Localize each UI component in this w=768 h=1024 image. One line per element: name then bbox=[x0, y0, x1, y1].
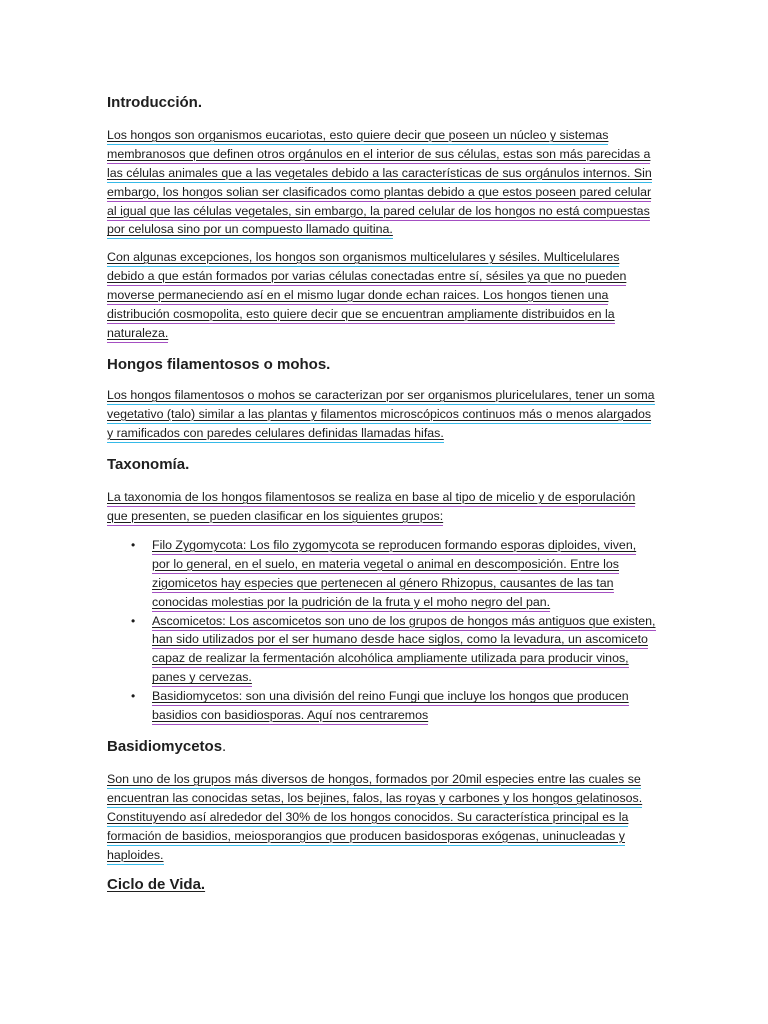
paragraph-basidiomycetos bbox=[107, 771, 667, 865]
text-line: moverse permaneciendo así en el mismo lugar donde echan raices. Los hongos tienen una bbox=[107, 287, 667, 306]
text-line: formación de basidios, meiosporangios que producen basidosporas exógenas, uninucleadas y bbox=[107, 828, 667, 847]
paragraph-filamentosos bbox=[107, 387, 667, 444]
text-line: membranosos que definen otros orgánulos en el interior de sus células, estas son más parecidas a bbox=[107, 146, 667, 165]
bullet-glyph: • bbox=[131, 689, 136, 704]
text-line: naturaleza. bbox=[107, 325, 667, 344]
text-line: al igual que las células vegetales, sin embargo, la pared celular de los hongos no está compuestas bbox=[107, 203, 667, 222]
text-line: Con algunas excepciones, los hongos son organismos multicelulares y sésiles. Multicelulares bbox=[107, 249, 667, 268]
text-line: embargo, los hongos solian ser clasificados como plantas debido a que estos poseen pared celular bbox=[107, 184, 667, 203]
list-item-zygomycota: • Filo Zygomycota: Los filo zygomycota se reproducen formando esporas diploides, viven, por lo general, en el suelo, en materia vegetal o animal en descomposición. Entre los zigomicetos hay especies que pertenecen al género Rhizopus, causantes de las tan conocidas molestias por la pudrición de la fruta y el moho negro del pan. bbox=[107, 537, 687, 613]
paragraph-intro-2 bbox=[107, 249, 667, 343]
bullet-glyph: • bbox=[131, 613, 136, 628]
heading-basidiomycetos: Basidiomycetos. bbox=[107, 738, 227, 755]
text-line: debido a que están formados por varias células conectadas entre sí, sésiles ya que no pueden bbox=[107, 268, 667, 287]
paragraph-taxonomia bbox=[107, 489, 667, 527]
heading-hongos-filamentosos: Hongos filamentosos o mohos. bbox=[107, 356, 331, 373]
list-item-ascomicetos: • Ascomicetos: Los ascomicetos son uno de los grupos de hongos más antiguos que existen, han sido utilizados por el ser humano desde hace siglos, como la levadura, un ascomiceto capaz de realizar la fermentación alcohólica ampliamente utilizada para producir vinos, panes y cervezas. bbox=[107, 613, 687, 689]
text-line: las células animales que a las vegetales debido a las características de sus orgánulos internos. Sin bbox=[107, 165, 667, 184]
list-item-basidiomycetos: • Basidiomycetos: son una división del reino Fungi que incluye los hongos que producen basidios con basidiosporas. Aquí nos centraremos bbox=[107, 688, 687, 726]
heading-taxonomia: Taxonomía. bbox=[107, 456, 190, 473]
text-line: y ramificados con paredes celulares definidas llamadas hifas. bbox=[107, 425, 667, 444]
text-line: por celulosa sino por un compuesto llamado quitina. bbox=[107, 221, 667, 240]
text-line: que presenten, se pueden clasificar en los siguientes grupos: bbox=[107, 508, 667, 527]
paragraph-intro-1 bbox=[107, 127, 667, 240]
heading-introduccion: Introducción. bbox=[107, 94, 202, 111]
text-line: Constituyendo así alrededor del 30% de los hongos conocidos. Su característica principal es la bbox=[107, 809, 667, 828]
bullet-glyph: • bbox=[131, 538, 136, 552]
taxonomy-group-list bbox=[107, 537, 687, 726]
text-line: Son uno de los grupos más diversos de hongos, formados por 20mil especies entre las cuales se bbox=[107, 771, 667, 790]
text-line: Los hongos filamentosos o mohos se caracterizan por ser organismos pluricelulares, tener un soma bbox=[107, 387, 667, 406]
text-line: Los hongos son organismos eucariotas, esto quiere decir que poseen un núcleo y sistemas bbox=[107, 127, 667, 146]
text-line: vegetativo (talo) similar a las plantas y filamentos microscópicos continuos más o menos alargados bbox=[107, 406, 667, 425]
text-line: encuentran las conocidas setas, los bejines, falos, las royas y carbones y los hongos gelatinosos. bbox=[107, 790, 667, 809]
text-line: haploides. bbox=[107, 847, 667, 866]
text-line: distribución cosmopolita, esto quiere decir que se encuentran ampliamente distribuidos en la bbox=[107, 306, 667, 325]
text-line: La taxonomia de los hongos filamentosos se realiza en base al tipo de micelio y de esporulación bbox=[107, 489, 667, 508]
heading-ciclo-de-vida: Ciclo de Vida. bbox=[107, 876, 206, 893]
